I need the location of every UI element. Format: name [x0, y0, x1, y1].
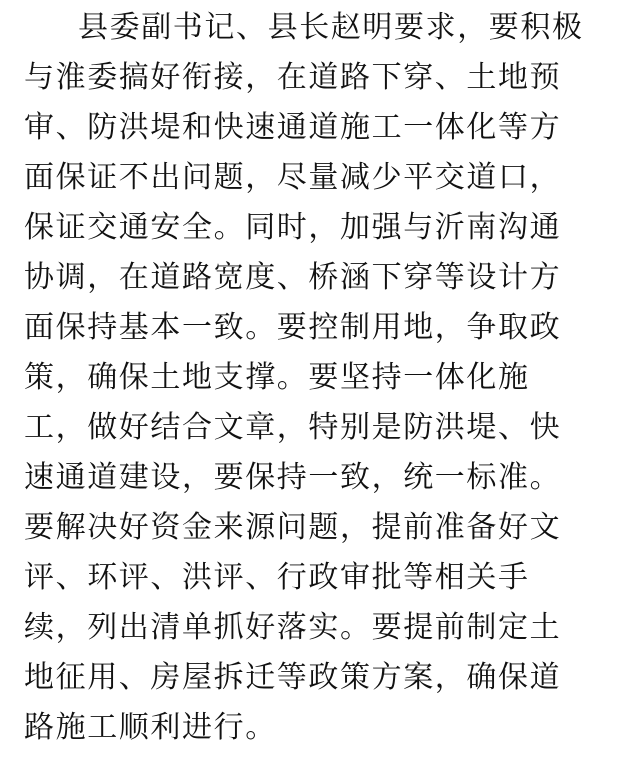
paragraph-line-6: 协调，在道路宽度、桥涵下穿等设计方 — [24, 260, 562, 295]
paragraph-line-7: 面保持基本一致。要控制用地，争取政 — [24, 310, 562, 345]
paragraph-line-2: 与淮委搞好衔接，在道路下穿、土地预 — [24, 60, 562, 95]
paragraph-line-10: 速通道建设，要保持一致，统一标准。 — [24, 460, 562, 495]
paragraph-line-12: 评、环评、洪评、行政审批等相关手 — [24, 560, 530, 595]
paragraph-line-15: 路施工顺利进行。 — [24, 710, 277, 745]
paragraph-line-13: 续，列出清单抓好落实。要提前制定土 — [24, 610, 562, 645]
paragraph-line-4: 面保证不出问题，尽量减少平交道口， — [24, 160, 562, 195]
paragraph-line-3: 审、防洪堤和快速通道施工一体化等方 — [24, 110, 562, 145]
paragraph-line-1: 县委副书记、县长赵明要求，要积极 — [78, 10, 584, 45]
paragraph-line-5: 保证交通安全。同时，加强与沂南沟通 — [24, 210, 562, 245]
paragraph-line-9: 工，做好结合文章，特别是防洪堤、快 — [24, 410, 562, 445]
paragraph-line-14: 地征用、房屋拆迁等政策方案，确保道 — [24, 660, 562, 695]
paragraph-line-11: 要解决好资金来源问题，提前准备好文 — [24, 510, 562, 545]
paragraph-line-8: 策，确保土地支撑。要坚持一体化施 — [24, 360, 530, 395]
